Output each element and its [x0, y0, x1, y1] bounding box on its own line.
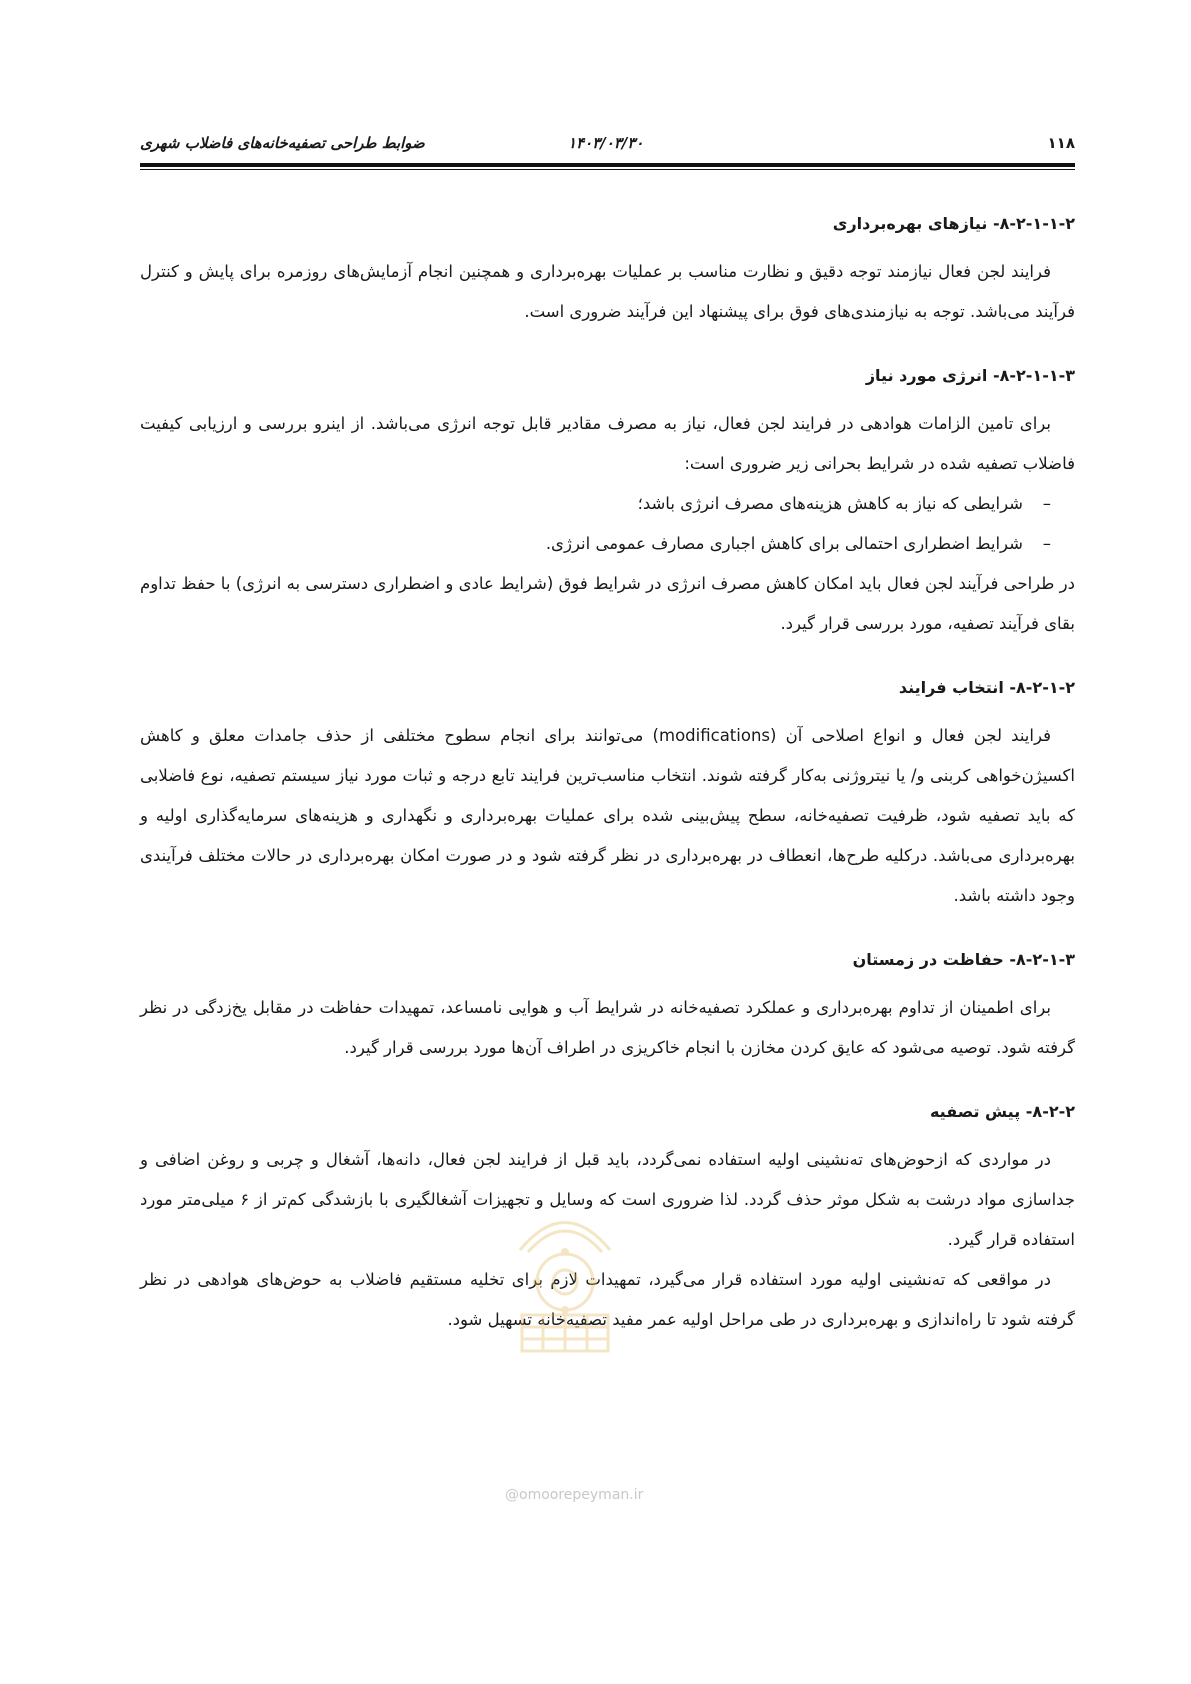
section-paragraph: برای تامین الزامات هوادهی در فرایند لجن فعال، نیاز به مصرف مقادیر قابل توجه انرژی می‌باشد. از اینرو بررسی و ارزیابی کیفیت فاضلاب تصفیه شده در شرایط بحرانی زیر ضروری است: [140, 414, 1075, 473]
section-paragraph: در طراحی فرآیند لجن فعال باید امکان کاهش مصرف انرژی در شرایط فوق (شرایط عادی و اضطراری دسترسی به انرژی) با حفظ تداوم بقای فرآیند تصفیه، مورد بررسی قرار گیرد. [140, 574, 1075, 633]
dash-bullet-icon: – [1042, 494, 1051, 513]
list-item: –شرایطی که نیاز به کاهش هزینه‌های مصرف انرژی باشد؛ [140, 484, 1051, 524]
dash-bullet-icon: – [1042, 534, 1051, 553]
latin-term: modifications [659, 726, 771, 745]
section-heading: ۸-۲-۱-۳- حفاظت در زمستان [852, 950, 1075, 969]
list-item: –شرایط اضطراری احتمالی برای کاهش اجباری مصارف عمومی انرژی. [140, 524, 1051, 564]
header-rule-thick [140, 163, 1075, 167]
header-date: ۱۴۰۳/۰۳/۳۰ [568, 134, 644, 152]
page-header [140, 128, 1075, 164]
section-heading: ۸-۲-۲- پیش تصفیه [929, 1102, 1075, 1121]
section-paragraph: فرایند لجن فعال نیازمند توجه دقیق و نظارت مناسب بر عملیات بهره‌برداری و همچنین انجام آزمایش‌های روزمره برای پایش و کنترل فرآیند می‌باشد. توجه به نیازمندی‌های فوق برای پیشنهاد این فرآیند ضروری است. [140, 262, 1075, 321]
header-rule-thin [140, 169, 1075, 170]
watermark-url: @omoorepeyman.ir [505, 1487, 644, 1503]
section-paragraph: فرایند لجن فعال و انواع اصلاحی آن (modifications) می‌توانند برای انجام سطوح مختلفی از حذف جامدات معلق و کاهش اکسیژن‌خواهی کربنی و/ یا نیتروژنی به‌کار گرفته شوند. انتخاب مناسب‌ترین فرایند تابع درجه و ثبات مورد نیاز سیستم تصفیه، نوع فاضلابی که باید تصفیه شود، ظرفیت تصفیه‌خانه، سطح پیش‌بینی شده برای عملیات بهره‌برداری و نگهداری و هزینه‌های سرمایه‌گذاری اولیه و بهره‌برداری می‌باشد. درکلیه طرح‌ها، انعطاف در بهره‌برداری در نظر گرفته شود و در صورت امکان بهره‌برداری در حالات مختلف فرآیندی وجود داشته باشد. [140, 726, 1075, 905]
section-heading: ۸-۲-۱-۱-۲- نیازهای بهره‌برداری [832, 214, 1075, 233]
section-paragraph: در مواردی که ازحوض‌های ته‌نشینی اولیه استفاده نمی‌گردد، باید قبل از فرایند لجن فعال، دانه‌ها، آشغال و چربی و روغن اضافی و جداسازی مواد درشت به شکل موثر حذف گردد. لذا ضروری است که وسایل و تجهیزات آشغالگیری با بازشدگی کم‌تر از ۶ میلی‌متر مورد استفاده قرار گیرد. [140, 1150, 1076, 1249]
section-paragraph: در مواقعی که ته‌نشینی اولیه مورد استفاده قرار می‌گیرد، تمهیدات لازم برای تخلیه مستقیم فاضلاب به حوض‌های هوادهی در نظر گرفته شود تا راه‌اندازی و بهره‌برداری در طی مراحل اولیه عمر مفید تصفیه‌خانه تسهیل شود. [140, 1270, 1075, 1329]
section-heading: ۸-۲-۱-۲- انتخاب فرایند [898, 678, 1075, 697]
bullet-list [140, 484, 1075, 564]
at-sign-icon: @ [505, 1487, 519, 1503]
document-body [140, 210, 1075, 1340]
header-title: ضوابط طراحی تصفیه‌خانه‌های فاضلاب شهری [140, 134, 425, 152]
page-number: ۱۱۸ [1047, 134, 1075, 152]
section-heading: ۸-۲-۱-۱-۳- انرژی مورد نیاز [865, 366, 1075, 385]
section-paragraph: برای اطمینان از تداوم بهره‌برداری و عملکرد تصفیه‌خانه در شرایط آب و هوایی نامساعد، تمهیدات حفاظت در مقابل یخ‌زدگی در نظر گرفته شود. توصیه می‌شود که عایق کردن مخازن با انجام خاکریزی در اطراف آن‌ها مورد بررسی قرار گیرد. [140, 998, 1075, 1057]
